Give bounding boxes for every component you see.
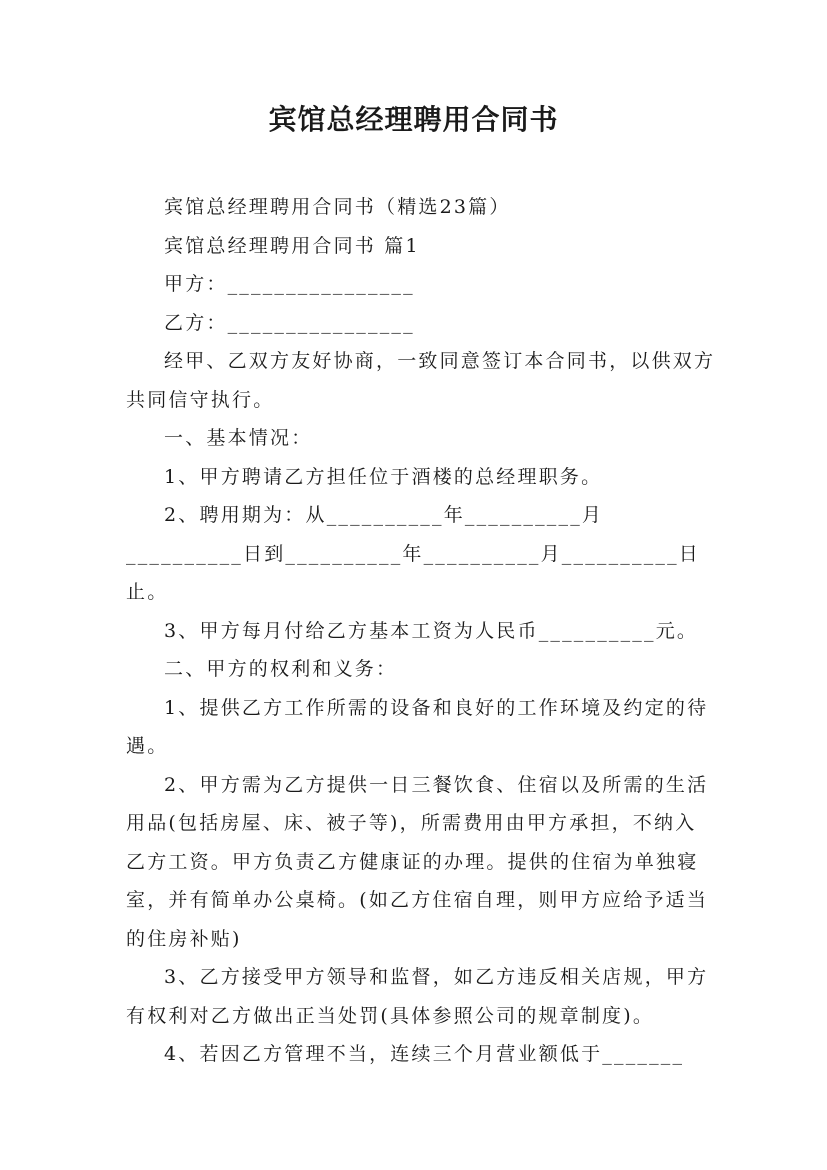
- paragraph-rights-1: 1、提供乙方工作所需的设备和良好的工作环境及约定的待遇。: [126, 696, 709, 757]
- paragraph-subtitle: 宾馆总经理聘用合同书（精选23篇）: [164, 196, 511, 218]
- paragraph-basic-1: 1、甲方聘请乙方担任位于酒楼的总经理职务。: [164, 465, 603, 488]
- paragraph-party-b: 乙方：________________: [164, 311, 415, 334]
- paragraph-basic-2: 2、聘用期为：从__________年__________月__________日到__________年__________月__________日止。: [126, 504, 701, 603]
- paragraph-intro: 经甲、乙双方友好协商，一致同意签订本合同书，以供双方共同信守执行。: [126, 350, 716, 411]
- paragraph-section-heading: 宾馆总经理聘用合同书 篇1: [164, 234, 420, 257]
- paragraph-rights-4: 4、若因乙方管理不当，连续三个月营业额低于_______: [164, 1043, 685, 1065]
- document-title: 宾馆总经理聘用合同书: [268, 103, 559, 136]
- paragraph-basic-3: 3、甲方每月付给乙方基本工资为人民币__________元。: [164, 619, 699, 642]
- paragraph-rights-heading: 二、甲方的权利和义务：: [164, 658, 398, 680]
- paragraph-rights-2: 2、甲方需为乙方提供一日三餐饮食、住宿以及所需的生活用品(包括房屋、床、被子等)，所需费用由甲方承担，不纳入乙方工资。甲方负责乙方健康证的办理。提供的住宿为单独寝室，并有简单办公桌椅。(如乙方住宿自理，则甲方应给予适当的住房补贴): [126, 773, 709, 950]
- document-body: [126, 188, 716, 1074]
- paragraph-rights-3: 3、乙方接受甲方领导和监督，如乙方违反相关店规，甲方有权利对乙方做出正当处罚(具体参照公司的规章制度)。: [126, 966, 709, 1027]
- paragraph-party-a: 甲方：________________: [164, 273, 415, 295]
- paragraph-basic-heading: 一、基本情况：: [164, 427, 313, 449]
